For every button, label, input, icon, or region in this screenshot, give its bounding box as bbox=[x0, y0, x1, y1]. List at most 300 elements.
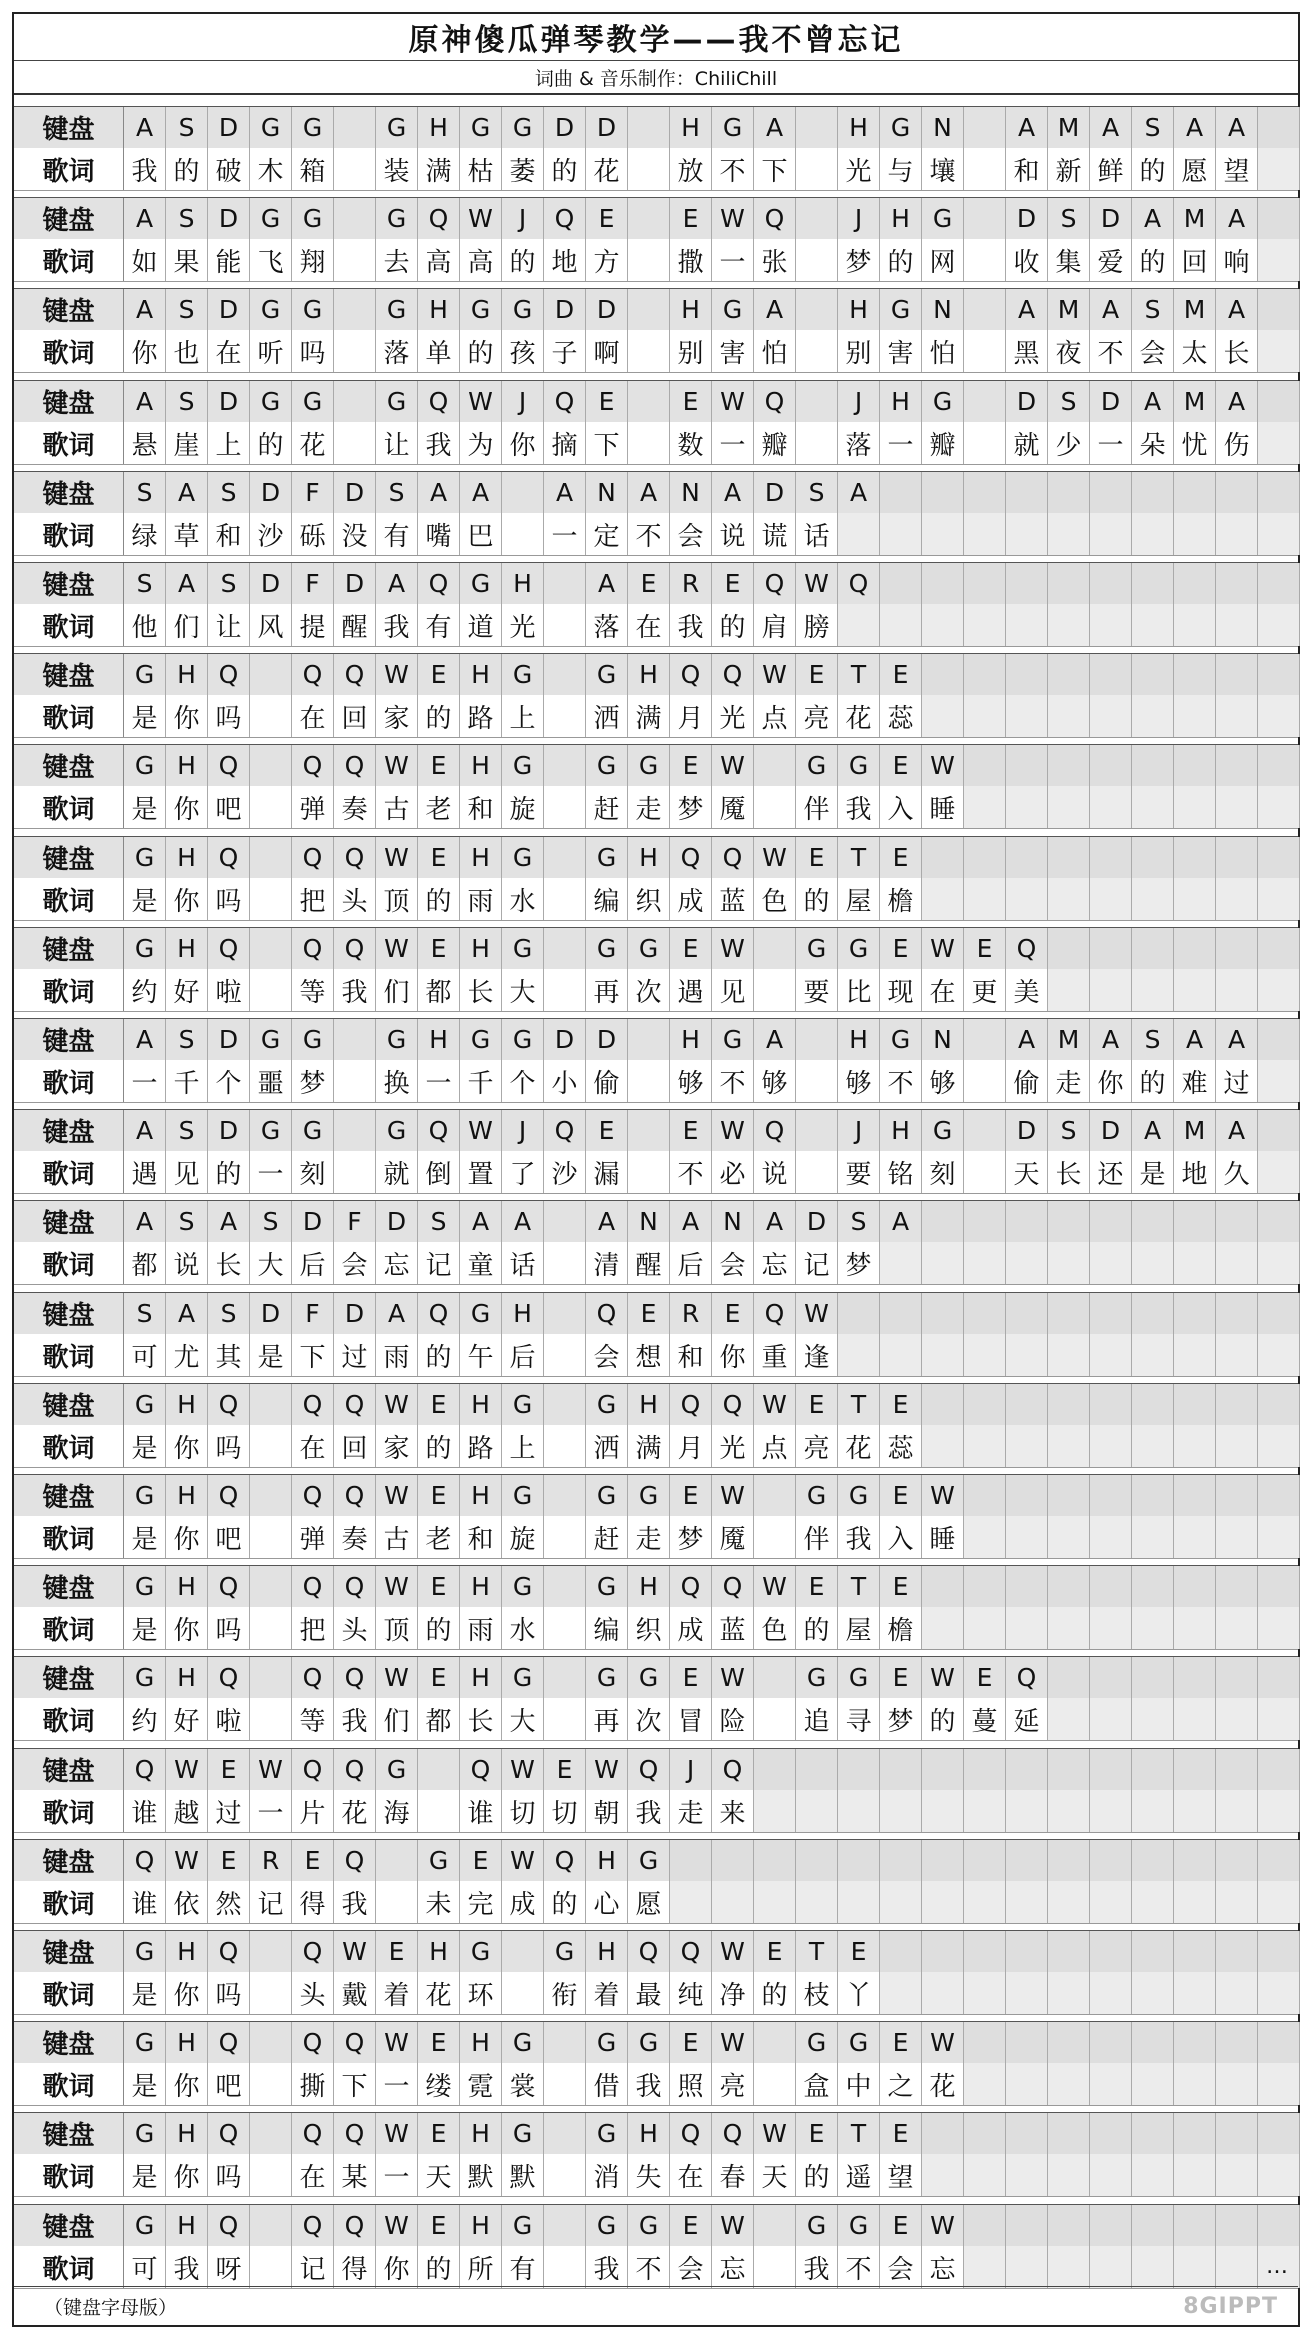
empty-cell bbox=[754, 928, 796, 969]
key-note-cell: H bbox=[880, 381, 922, 422]
empty-cell bbox=[1174, 2063, 1216, 2105]
empty-cell bbox=[1216, 969, 1258, 1011]
empty-cell bbox=[1006, 2154, 1048, 2196]
empty-cell bbox=[1090, 928, 1132, 969]
lyric-char-cell: 睡 bbox=[922, 786, 964, 828]
key-note-cell: G bbox=[418, 1840, 460, 1881]
lyric-char-cell: 依 bbox=[166, 1881, 208, 1923]
key-note-cell: W bbox=[922, 2022, 964, 2063]
key-note-cell: W bbox=[712, 1931, 754, 1972]
key-note-cell: G bbox=[250, 107, 292, 148]
empty-cell bbox=[1090, 654, 1132, 695]
key-note-cell: G bbox=[124, 2022, 166, 2063]
empty-cell bbox=[880, 1840, 922, 1881]
key-note-cell: J bbox=[502, 381, 544, 422]
key-note-cell: W bbox=[334, 1931, 376, 1972]
empty-cell bbox=[1090, 1657, 1132, 1698]
lyric-char-cell: 梦 bbox=[838, 1242, 880, 1284]
empty-cell bbox=[838, 1840, 880, 1881]
lyric-char-cell: 害 bbox=[880, 330, 922, 372]
empty-cell bbox=[964, 2022, 1006, 2063]
empty-cell bbox=[964, 1242, 1006, 1284]
key-note-cell: E bbox=[670, 1657, 712, 1698]
empty-cell bbox=[1216, 1242, 1258, 1284]
key-note-cell: G bbox=[502, 928, 544, 969]
key-note-cell: D bbox=[250, 472, 292, 513]
lyric-char-cell: 是 bbox=[1132, 1151, 1174, 1193]
lyric-char-cell: 旋 bbox=[502, 1516, 544, 1558]
lyric-char-cell: 切 bbox=[544, 1790, 586, 1832]
lyric-char-cell: 少 bbox=[1048, 422, 1090, 464]
key-note-cell: Q bbox=[418, 563, 460, 604]
key-note-cell: E bbox=[586, 1110, 628, 1151]
lyric-char-cell: 把 bbox=[292, 1607, 334, 1649]
lyric-char-cell: 的 bbox=[754, 1972, 796, 2014]
empty-cell bbox=[1216, 2063, 1258, 2105]
key-note-cell: H bbox=[460, 1566, 502, 1607]
empty-cell bbox=[1174, 1566, 1216, 1607]
key-note-cell: E bbox=[838, 1931, 880, 1972]
lyric-char-cell: 的 bbox=[418, 878, 460, 920]
lyric-char-cell: 长 bbox=[208, 1242, 250, 1284]
empty-cell bbox=[544, 969, 586, 1011]
key-note-cell: J bbox=[838, 1110, 880, 1151]
lyric-char-cell: 着 bbox=[376, 1972, 418, 2014]
key-note-cell: G bbox=[838, 745, 880, 786]
lyric-char-cell: 再 bbox=[586, 969, 628, 1011]
key-note-cell: E bbox=[418, 745, 460, 786]
key-note-cell: A bbox=[754, 107, 796, 148]
empty-cell bbox=[1048, 786, 1090, 828]
key-note-cell: W bbox=[712, 1657, 754, 1698]
lyric-char-cell: 大 bbox=[250, 1242, 292, 1284]
key-note-cell: W bbox=[796, 1293, 838, 1334]
key-note-cell: H bbox=[670, 289, 712, 330]
key-note-cell: H bbox=[166, 2113, 208, 2154]
key-note-cell: W bbox=[376, 2205, 418, 2246]
empty-cell bbox=[1174, 1201, 1216, 1242]
key-note-cell: W bbox=[922, 928, 964, 969]
lyric-char-cell: 吗 bbox=[208, 1972, 250, 2014]
empty-cell bbox=[1174, 786, 1216, 828]
empty-cell bbox=[250, 786, 292, 828]
empty-cell bbox=[880, 513, 922, 555]
key-note-cell: E bbox=[418, 928, 460, 969]
lyric-char-cell: 丫 bbox=[838, 1972, 880, 2014]
lyric-char-cell: 梦 bbox=[880, 1698, 922, 1740]
key-note-cell: G bbox=[124, 745, 166, 786]
key-note-cell: W bbox=[166, 1840, 208, 1881]
lyric-char-cell: 都 bbox=[418, 1698, 460, 1740]
lyric-char-cell: 光 bbox=[502, 604, 544, 646]
empty-cell bbox=[1048, 1201, 1090, 1242]
key-note-cell: F bbox=[292, 472, 334, 513]
lyrics-row-label: 歌词 bbox=[14, 1334, 124, 1376]
key-note-cell: G bbox=[586, 1475, 628, 1516]
lyric-char-cell: 忧 bbox=[1174, 422, 1216, 464]
empty-cell bbox=[754, 1881, 796, 1923]
empty-cell bbox=[1048, 2113, 1090, 2154]
key-note-cell: H bbox=[166, 1384, 208, 1425]
key-note-cell: Q bbox=[544, 1840, 586, 1881]
empty-cell bbox=[1174, 1657, 1216, 1698]
key-note-cell: W bbox=[376, 1566, 418, 1607]
key-note-cell: Q bbox=[1006, 928, 1048, 969]
lyric-char-cell: 最 bbox=[628, 1972, 670, 2014]
empty-cell bbox=[712, 1840, 754, 1881]
empty-cell bbox=[334, 1060, 376, 1102]
key-note-cell: G bbox=[586, 837, 628, 878]
lyric-char-cell: 织 bbox=[628, 1607, 670, 1649]
key-note-cell: A bbox=[376, 1293, 418, 1334]
empty-cell bbox=[334, 198, 376, 239]
empty-cell bbox=[1258, 1293, 1300, 1334]
empty-cell bbox=[922, 1607, 964, 1649]
lyric-char-cell: 赶 bbox=[586, 786, 628, 828]
key-note-cell: Q bbox=[334, 1749, 376, 1790]
key-note-cell: A bbox=[1174, 107, 1216, 148]
lyric-char-cell: 的 bbox=[166, 148, 208, 190]
lyric-char-cell: 铭 bbox=[880, 1151, 922, 1193]
empty-cell bbox=[1048, 1425, 1090, 1467]
key-note-cell: W bbox=[376, 745, 418, 786]
empty-cell bbox=[922, 563, 964, 604]
lyric-char-cell: 寻 bbox=[838, 1698, 880, 1740]
lyric-char-cell: 海 bbox=[376, 1790, 418, 1832]
keys-row-label: 键盘 bbox=[14, 1110, 124, 1151]
lyric-char-cell: 说 bbox=[754, 1151, 796, 1193]
lyrics-row-label: 歌词 bbox=[14, 969, 124, 1011]
key-note-cell: W bbox=[376, 1657, 418, 1698]
empty-cell bbox=[1174, 1607, 1216, 1649]
empty-cell bbox=[628, 1151, 670, 1193]
empty-cell bbox=[1048, 1334, 1090, 1376]
key-note-cell: Q bbox=[334, 2205, 376, 2246]
key-note-cell: G bbox=[376, 1019, 418, 1060]
empty-cell bbox=[1090, 604, 1132, 646]
lyric-char-cell: 我 bbox=[670, 604, 712, 646]
key-note-cell: E bbox=[418, 2205, 460, 2246]
empty-cell bbox=[1258, 1425, 1300, 1467]
key-note-cell: G bbox=[586, 2022, 628, 2063]
lyric-char-cell: 过 bbox=[334, 1334, 376, 1376]
lyric-char-cell: 有 bbox=[376, 513, 418, 555]
empty-cell bbox=[1048, 878, 1090, 920]
lyric-char-cell: 等 bbox=[292, 969, 334, 1011]
empty-cell bbox=[544, 928, 586, 969]
empty-cell bbox=[1258, 1060, 1300, 1102]
lyric-char-cell: 照 bbox=[670, 2063, 712, 2105]
empty-cell bbox=[1216, 1790, 1258, 1832]
key-note-cell: H bbox=[166, 1475, 208, 1516]
empty-cell bbox=[796, 289, 838, 330]
lyric-char-cell: 会 bbox=[1132, 330, 1174, 372]
empty-cell bbox=[1132, 1201, 1174, 1242]
lyric-char-cell: 光 bbox=[712, 695, 754, 737]
key-note-cell: G bbox=[292, 1110, 334, 1151]
empty-cell bbox=[250, 1657, 292, 1698]
key-note-cell: H bbox=[460, 1657, 502, 1698]
empty-cell bbox=[964, 1931, 1006, 1972]
lyric-char-cell: 如 bbox=[124, 239, 166, 281]
key-note-cell: Q bbox=[418, 1110, 460, 1151]
key-note-cell: Q bbox=[670, 1566, 712, 1607]
empty-cell bbox=[1174, 2205, 1216, 2246]
empty-cell bbox=[1006, 2205, 1048, 2246]
lyric-char-cell: 在 bbox=[922, 969, 964, 1011]
key-note-cell: E bbox=[628, 1293, 670, 1334]
footer-note: （键盘字母版） bbox=[44, 2296, 178, 2319]
empty-cell bbox=[922, 1334, 964, 1376]
key-note-cell: G bbox=[376, 107, 418, 148]
empty-cell bbox=[922, 1293, 964, 1334]
lyrics-row-label: 歌词 bbox=[14, 1698, 124, 1740]
lyric-char-cell: 屋 bbox=[838, 878, 880, 920]
key-note-cell: S bbox=[166, 381, 208, 422]
key-note-cell: Q bbox=[208, 2113, 250, 2154]
key-note-cell: E bbox=[670, 2022, 712, 2063]
empty-cell bbox=[754, 2022, 796, 2063]
empty-cell bbox=[1258, 695, 1300, 737]
empty-cell bbox=[922, 1972, 964, 2014]
lyric-char-cell: 啊 bbox=[586, 330, 628, 372]
empty-cell bbox=[1006, 2113, 1048, 2154]
lyric-char-cell: 霓 bbox=[460, 2063, 502, 2105]
lyrics-row bbox=[14, 422, 1298, 465]
empty-cell bbox=[1132, 1931, 1174, 1972]
key-note-cell: G bbox=[502, 837, 544, 878]
key-note-cell: G bbox=[586, 1566, 628, 1607]
lyric-char-cell: 千 bbox=[460, 1060, 502, 1102]
empty-cell bbox=[1258, 1334, 1300, 1376]
lyric-char-cell: 会 bbox=[670, 513, 712, 555]
score-sheet bbox=[12, 12, 1300, 2327]
key-note-cell: W bbox=[754, 654, 796, 695]
empty-cell bbox=[502, 1931, 544, 1972]
empty-cell bbox=[1048, 1242, 1090, 1284]
empty-cell bbox=[544, 1293, 586, 1334]
key-note-cell: G bbox=[922, 1110, 964, 1151]
key-note-cell: Q bbox=[460, 1749, 502, 1790]
key-note-cell: S bbox=[250, 1201, 292, 1242]
empty-cell bbox=[1174, 745, 1216, 786]
lyric-char-cell: 梦 bbox=[670, 1516, 712, 1558]
key-note-cell: S bbox=[1048, 1110, 1090, 1151]
keys-row-label: 键盘 bbox=[14, 563, 124, 604]
empty-cell bbox=[1006, 1242, 1048, 1284]
key-note-cell: G bbox=[586, 1657, 628, 1698]
empty-cell bbox=[1174, 928, 1216, 969]
key-note-cell: G bbox=[544, 1931, 586, 1972]
key-note-cell: W bbox=[712, 2205, 754, 2246]
lyric-char-cell: 所 bbox=[460, 2246, 502, 2288]
empty-cell bbox=[796, 198, 838, 239]
empty-cell bbox=[1216, 878, 1258, 920]
key-note-cell: W bbox=[712, 928, 754, 969]
key-note-cell: G bbox=[502, 1475, 544, 1516]
lyric-char-cell: 下 bbox=[292, 1334, 334, 1376]
empty-cell bbox=[922, 472, 964, 513]
lyric-char-cell: 头 bbox=[334, 1607, 376, 1649]
keys-row-label: 键盘 bbox=[14, 2022, 124, 2063]
lyric-char-cell: 你 bbox=[1090, 1060, 1132, 1102]
lyric-char-cell: 约 bbox=[124, 969, 166, 1011]
key-note-cell: Q bbox=[292, 1475, 334, 1516]
lyric-char-cell: 萎 bbox=[502, 148, 544, 190]
lyrics-row bbox=[14, 2063, 1298, 2106]
lyric-char-cell: 我 bbox=[334, 1881, 376, 1923]
key-note-cell: Q bbox=[292, 2113, 334, 2154]
key-note-cell: Q bbox=[334, 837, 376, 878]
lyric-char-cell: 顶 bbox=[376, 1607, 418, 1649]
empty-cell bbox=[502, 513, 544, 555]
keys-row bbox=[14, 380, 1298, 423]
key-note-cell: S bbox=[418, 1201, 460, 1242]
key-note-cell: H bbox=[586, 1840, 628, 1881]
keys-row bbox=[14, 1748, 1298, 1791]
lyric-char-cell: 够 bbox=[754, 1060, 796, 1102]
empty-cell bbox=[1048, 1516, 1090, 1558]
key-note-cell: Q bbox=[292, 1931, 334, 1972]
lyric-char-cell: 你 bbox=[166, 786, 208, 828]
key-note-cell: G bbox=[838, 928, 880, 969]
key-note-cell: N bbox=[712, 1201, 754, 1242]
lyric-char-cell: 老 bbox=[418, 786, 460, 828]
empty-cell bbox=[1048, 837, 1090, 878]
empty-cell bbox=[628, 198, 670, 239]
empty-cell bbox=[1132, 2205, 1174, 2246]
lyric-char-cell: 其 bbox=[208, 1334, 250, 1376]
lyric-char-cell: 绿 bbox=[124, 513, 166, 555]
lyric-char-cell: 的 bbox=[1132, 148, 1174, 190]
lyric-char-cell: 是 bbox=[124, 1516, 166, 1558]
empty-cell bbox=[544, 1607, 586, 1649]
lyric-char-cell: 要 bbox=[796, 969, 838, 1011]
key-note-cell: H bbox=[670, 1019, 712, 1060]
key-note-cell: A bbox=[208, 1201, 250, 1242]
key-note-cell: S bbox=[208, 472, 250, 513]
empty-cell bbox=[1090, 1242, 1132, 1284]
empty-cell bbox=[1048, 695, 1090, 737]
empty-cell bbox=[544, 1201, 586, 1242]
key-note-cell: E bbox=[418, 1566, 460, 1607]
lyric-char-cell: 与 bbox=[880, 148, 922, 190]
key-note-cell: H bbox=[838, 1019, 880, 1060]
empty-cell bbox=[1174, 513, 1216, 555]
lyric-char-cell: 色 bbox=[754, 1607, 796, 1649]
empty-cell bbox=[1258, 381, 1300, 422]
lyric-char-cell: 高 bbox=[418, 239, 460, 281]
lyric-char-cell: 魇 bbox=[712, 1516, 754, 1558]
key-note-cell: G bbox=[628, 2022, 670, 2063]
empty-cell bbox=[754, 745, 796, 786]
lyric-char-cell: 单 bbox=[418, 330, 460, 372]
lyric-char-cell: 我 bbox=[334, 1698, 376, 1740]
key-note-cell: W bbox=[460, 381, 502, 422]
lyric-char-cell: 的 bbox=[712, 604, 754, 646]
lyrics-row-label: 歌词 bbox=[14, 1425, 124, 1467]
key-note-cell: E bbox=[964, 928, 1006, 969]
empty-cell bbox=[1174, 654, 1216, 695]
key-note-cell: S bbox=[166, 198, 208, 239]
lyric-char-cell: 净 bbox=[712, 1972, 754, 2014]
lyrics-row bbox=[14, 1698, 1298, 1741]
lyric-char-cell: 下 bbox=[334, 2063, 376, 2105]
key-note-cell: Q bbox=[292, 2205, 334, 2246]
empty-cell bbox=[1090, 837, 1132, 878]
empty-cell bbox=[1174, 1790, 1216, 1832]
empty-cell bbox=[628, 422, 670, 464]
empty-cell bbox=[712, 1881, 754, 1923]
lyric-char-cell: 别 bbox=[838, 330, 880, 372]
key-note-cell: Q bbox=[628, 1931, 670, 1972]
key-note-cell: G bbox=[838, 1657, 880, 1698]
empty-cell bbox=[502, 472, 544, 513]
empty-cell bbox=[1090, 2246, 1132, 2288]
lyric-char-cell: 午 bbox=[460, 1334, 502, 1376]
empty-cell bbox=[1216, 1749, 1258, 1790]
empty-cell bbox=[964, 1516, 1006, 1558]
empty-cell bbox=[964, 1334, 1006, 1376]
lyric-char-cell: 可 bbox=[124, 1334, 166, 1376]
key-note-cell: Q bbox=[124, 1840, 166, 1881]
empty-cell bbox=[922, 2154, 964, 2196]
lyric-char-cell: 忘 bbox=[376, 1242, 418, 1284]
key-note-cell: W bbox=[376, 1475, 418, 1516]
lyric-char-cell: 路 bbox=[460, 1425, 502, 1467]
lyric-char-cell: 某 bbox=[334, 2154, 376, 2196]
lyric-char-cell: 过 bbox=[208, 1790, 250, 1832]
key-note-cell: Q bbox=[670, 1931, 712, 1972]
lyric-char-cell: 忘 bbox=[712, 2246, 754, 2288]
lyric-char-cell: 偷 bbox=[586, 1060, 628, 1102]
empty-cell bbox=[1048, 2022, 1090, 2063]
key-note-cell: E bbox=[418, 1475, 460, 1516]
key-note-cell: S bbox=[796, 472, 838, 513]
lyric-char-cell: 上 bbox=[208, 422, 250, 464]
credits-line: 词曲 & 音乐制作：ChiliChill bbox=[14, 61, 1298, 95]
lyric-char-cell: 童 bbox=[460, 1242, 502, 1284]
key-note-cell: G bbox=[124, 2205, 166, 2246]
empty-cell bbox=[964, 422, 1006, 464]
empty-cell bbox=[544, 878, 586, 920]
lyrics-row bbox=[14, 1242, 1298, 1285]
key-note-cell: G bbox=[250, 198, 292, 239]
keys-row-label: 键盘 bbox=[14, 1475, 124, 1516]
empty-cell bbox=[754, 1790, 796, 1832]
lyric-char-cell: 是 bbox=[124, 1425, 166, 1467]
key-note-cell: W bbox=[712, 1110, 754, 1151]
lyric-char-cell: 在 bbox=[628, 604, 670, 646]
empty-cell bbox=[1132, 1475, 1174, 1516]
key-note-cell: H bbox=[460, 837, 502, 878]
empty-cell bbox=[1174, 1881, 1216, 1923]
lyric-char-cell: 屋 bbox=[838, 1607, 880, 1649]
empty-cell bbox=[1132, 1607, 1174, 1649]
empty-cell bbox=[250, 878, 292, 920]
keys-row-label: 键盘 bbox=[14, 1566, 124, 1607]
empty-cell bbox=[1258, 837, 1300, 878]
empty-cell bbox=[1258, 1384, 1300, 1425]
empty-cell bbox=[922, 695, 964, 737]
empty-cell bbox=[1048, 969, 1090, 1011]
empty-cell bbox=[250, 745, 292, 786]
lyric-char-cell: 是 bbox=[250, 1334, 292, 1376]
empty-cell bbox=[1048, 604, 1090, 646]
empty-cell bbox=[922, 513, 964, 555]
lyric-char-cell: 越 bbox=[166, 1790, 208, 1832]
lyric-char-cell: 高 bbox=[460, 239, 502, 281]
